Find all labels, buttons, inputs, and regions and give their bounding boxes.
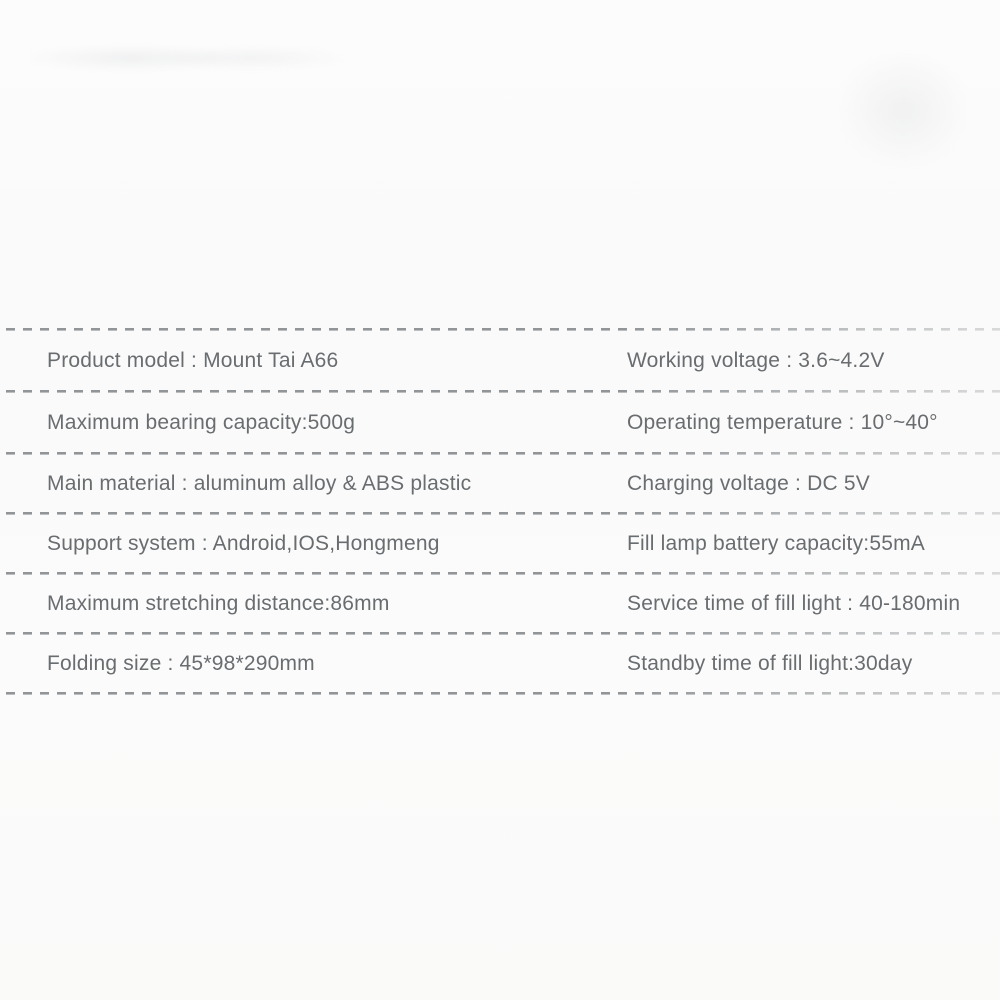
watermark-smudge xyxy=(30,42,370,74)
spec-bearing-capacity: Maximum bearing capacity:500g xyxy=(47,410,356,434)
spec-fill-light-standby-time: Standby time of fill light:30day xyxy=(627,651,913,675)
divider-dashed-line xyxy=(6,452,1000,455)
spec-folding-size: Folding size : 45*98*290mm xyxy=(47,651,315,675)
divider-dashed-line xyxy=(6,572,1000,575)
spec-operating-temperature: Operating temperature : 10°~40° xyxy=(627,410,938,434)
divider-dashed-line xyxy=(6,632,1000,635)
divider-dashed-line xyxy=(6,328,1000,331)
table-row xyxy=(0,455,1000,512)
table-row xyxy=(0,331,1000,390)
spec-main-material: Main material : aluminum alloy & ABS plastic xyxy=(47,471,472,495)
spec-stretching-distance: Maximum stretching distance:86mm xyxy=(47,591,390,615)
table-row xyxy=(0,575,1000,632)
divider-dashed-line xyxy=(6,692,1000,695)
divider-dashed-line xyxy=(6,390,1000,393)
table-row xyxy=(0,393,1000,452)
spec-charging-voltage: Charging voltage : DC 5V xyxy=(627,471,870,495)
corner-smudge xyxy=(810,20,980,200)
table-row xyxy=(0,515,1000,572)
spec-table xyxy=(0,328,1000,695)
spec-support-system: Support system : Android,IOS,Hongmeng xyxy=(47,531,440,555)
spec-fill-lamp-battery: Fill lamp battery capacity:55mA xyxy=(627,531,925,555)
spec-working-voltage: Working voltage : 3.6~4.2V xyxy=(627,348,885,372)
spec-fill-light-service-time: Service time of fill light : 40-180min xyxy=(627,591,961,615)
table-row xyxy=(0,635,1000,692)
divider-dashed-line xyxy=(6,512,1000,515)
spec-product-model: Product model : Mount Tai A66 xyxy=(47,348,339,372)
